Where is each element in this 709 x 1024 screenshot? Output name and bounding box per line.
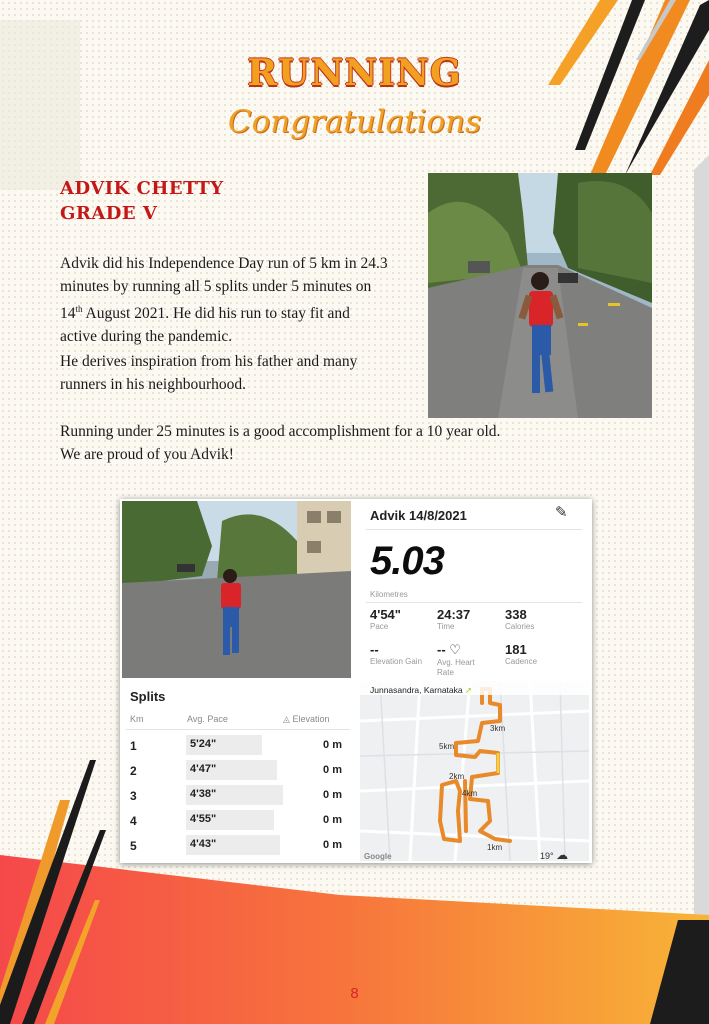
split-km: 5 — [130, 839, 137, 853]
header-divider — [366, 529, 582, 530]
elevation-header-label: Elevation — [292, 714, 330, 724]
run-card-photo — [122, 501, 351, 678]
stat-label: Avg. Heart Rate — [437, 658, 475, 677]
split-pace-bar: 4'55" — [186, 810, 274, 830]
stat-pace — [370, 607, 401, 632]
map-marker-2km: 2km — [449, 772, 465, 781]
location-pin-icon: ➚ — [465, 685, 473, 695]
distance-unit: Kilometres — [370, 590, 408, 599]
splits-header-pace: Avg. Pace — [187, 714, 228, 724]
stat-value: -- ♡ — [437, 642, 461, 657]
page-subtitle: Congratulations — [227, 104, 482, 140]
stat-elevation-gain — [370, 642, 425, 667]
stat-cadence — [505, 642, 537, 667]
paragraph-1-part-a: Advik did his Independence Day run of 5 km in 24.3 minutes by running all 5 splits under 5 minutes on 14 — [60, 255, 388, 323]
stat-label: Calories — [505, 622, 535, 631]
student-grade: GRADE V — [60, 203, 158, 224]
splits-title: Splits — [130, 689, 166, 704]
run-summary-card — [120, 499, 592, 863]
paragraph-3-line-1: Running under 25 minutes is a good accomplishment for a 10 year old. — [60, 423, 501, 440]
stat-value: 181 — [505, 642, 527, 657]
page-title: RUNNING — [247, 52, 462, 94]
stat-avg-heart-rate — [437, 642, 492, 678]
weather-readout — [540, 848, 568, 862]
stats-divider — [366, 602, 582, 603]
run-card-header: Advik 14/8/2021 — [370, 508, 467, 523]
map-marker-5km: 5km — [439, 742, 455, 751]
split-row — [120, 835, 352, 857]
stat-value: 4'54" — [370, 607, 401, 622]
splits-header-elevation — [283, 714, 329, 725]
route-map[interactable] — [360, 681, 589, 861]
map-attribution: Google — [364, 852, 392, 861]
paragraph-3-line-2: We are proud of you Advik! — [60, 446, 234, 463]
map-marker-1km: 1km — [487, 843, 503, 852]
stat-label: Cadence — [505, 657, 538, 666]
splits-header-km: Km — [130, 714, 144, 724]
article-paragraph-1 — [60, 252, 390, 348]
stat-label: Elevation Gain — [370, 657, 423, 666]
stat-value: -- — [370, 642, 379, 657]
split-row — [120, 785, 352, 807]
split-km: 2 — [130, 764, 137, 778]
split-row — [120, 760, 352, 782]
map-marker-4km: 4km — [462, 789, 478, 798]
stat-value: 24:37 — [437, 607, 471, 622]
split-pace-bar: 4'47" — [186, 760, 277, 780]
stat-time — [437, 607, 470, 632]
ordinal-suffix: th — [75, 304, 83, 314]
split-elevation: 0 m — [323, 789, 342, 801]
stat-label: Pace — [370, 622, 389, 631]
distance-value: 5.03 — [370, 539, 444, 583]
split-elevation: 0 m — [323, 739, 342, 751]
split-elevation: 0 m — [323, 764, 342, 776]
runner-photo — [428, 173, 652, 418]
splits-header-divider — [126, 729, 350, 730]
stat-calories — [505, 607, 534, 632]
temperature: 19° — [540, 851, 554, 861]
elevation-icon: ◬ — [283, 714, 290, 724]
split-row — [120, 735, 352, 757]
stat-value: 338 — [505, 607, 527, 622]
stat-label: Time — [437, 622, 455, 631]
split-elevation: 0 m — [323, 839, 342, 851]
edit-pencil-icon[interactable]: ✎ — [555, 504, 568, 521]
split-km: 3 — [130, 789, 137, 803]
split-km: 4 — [130, 814, 137, 828]
map-location — [370, 685, 472, 696]
split-row — [120, 810, 352, 832]
student-name: ADVIK CHETTY — [60, 178, 224, 199]
split-pace-bar: 4'43" — [186, 835, 280, 855]
cloud-icon: ☁ — [556, 848, 569, 862]
split-km: 1 — [130, 739, 137, 753]
split-elevation: 0 m — [323, 814, 342, 826]
map-location-label: Junnasandra, Karnataka — [370, 685, 463, 695]
article-paragraph-3 — [60, 420, 580, 466]
split-pace-bar: 4'38" — [186, 785, 283, 805]
article-paragraph-2: He derives inspiration from his father and many runners in his neighbourhood. — [60, 353, 358, 393]
page-number: 8 — [350, 985, 359, 1002]
split-pace-bar: 5'24" — [186, 735, 262, 755]
paragraph-1-part-b: August 2021. He did his run to stay fit and active during the pandemic. — [60, 305, 350, 346]
map-marker-3km: 3km — [490, 724, 506, 733]
